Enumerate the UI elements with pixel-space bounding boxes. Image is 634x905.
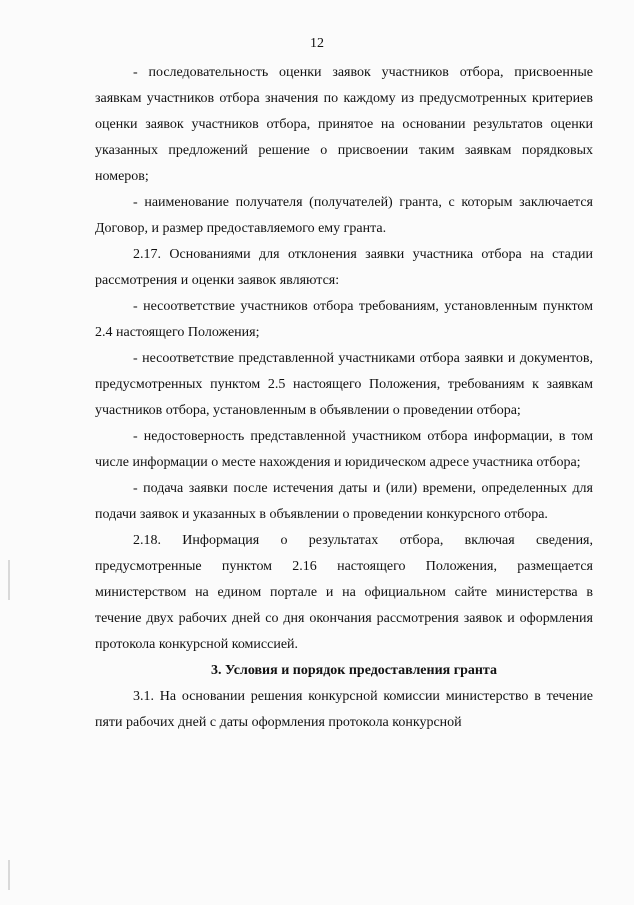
paragraph: 3.1. На основании решения конкурсной комиссии министерство в течение пяти рабочих дней с даты оформления протокола конкурсной bbox=[95, 689, 593, 730]
paragraph: - несоответствие представленной участниками отбора заявки и документов, предусмотренных пунктом 2.5 настоящего Положения, требованиям к заявкам участников отбора, установленным в объявлении о проведении отбора; bbox=[95, 351, 593, 418]
paragraph: 2.18. Информация о результатах отбора, включая сведения, предусмотренные пунктом 2.16 настоящего Положения, размещается министерством на едином портале и на официальном сайте министерства в течение двух рабочих дней со дня окончания рассмотрения заявок и оформления протокола конкурсной комиссией. bbox=[95, 533, 593, 652]
paragraph: - наименование получателя (получателей) гранта, с которым заключается Договор, и размер предоставляемого ему гранта. bbox=[95, 195, 593, 236]
page-number: 12 bbox=[310, 36, 324, 51]
section-heading: 3. Условия и порядок предоставления гранта bbox=[211, 663, 497, 678]
paragraph: - несоответствие участников отбора требованиям, установленным пунктом 2.4 настоящего Положения; bbox=[95, 299, 593, 340]
document-body bbox=[95, 60, 593, 736]
scan-margin-mark bbox=[8, 560, 10, 600]
paragraph: - недостоверность представленной участником отбора информации, в том числе информации о месте нахождения и юридическом адресе участника отбора; bbox=[95, 429, 593, 470]
paragraph: - подача заявки после истечения даты и (или) времени, определенных для подачи заявок и указанных в объявлении о проведении конкурсного отбора. bbox=[95, 481, 593, 522]
paragraph: - последовательность оценки заявок участников отбора, присвоенные заявкам участников отбора значения по каждому из предусмотренных критериев оценки заявок участников отбора, принятое на основании результатов оценки указанных предложений решение о присвоении таким заявкам порядковых номеров; bbox=[95, 65, 593, 184]
scan-margin-mark bbox=[8, 860, 10, 890]
paragraph: 2.17. Основаниями для отклонения заявки участника отбора на стадии рассмотрения и оценки заявок являются: bbox=[95, 247, 593, 288]
